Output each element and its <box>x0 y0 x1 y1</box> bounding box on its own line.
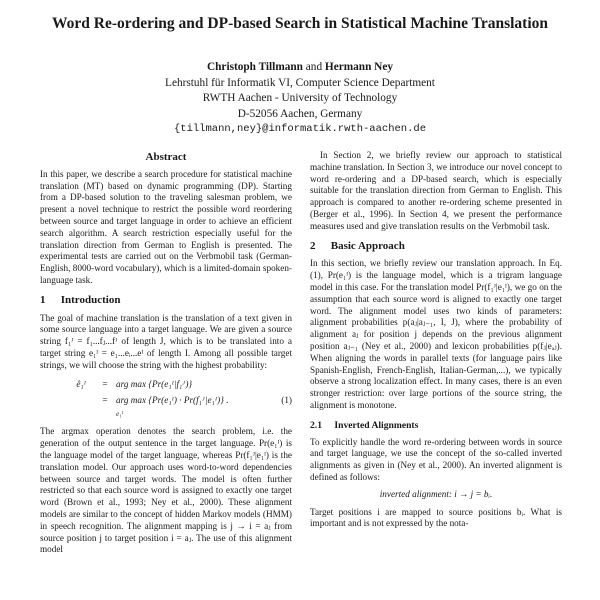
paper-title: Word Re-ordering and DP-based Search in Statistical Machine Translation <box>51 15 548 32</box>
equation-argmax-subscript: e₁ᴵ <box>116 409 124 418</box>
inverted-alignment-paragraph: To explicitly handle the word re-ordering between words in source and target language, we use the concept of the so-called inverted alignments as given in (Ney et al., 2000). An inverted alignment is defined as follows: <box>310 436 562 482</box>
subsection-title: Inverted Alignments <box>334 419 419 431</box>
author-names <box>40 60 560 76</box>
equation-rhs: arg max {Pr(e₁ᴵ|f₁ᴶ)} <box>116 378 193 389</box>
subsection-2-1-heading <box>310 420 562 432</box>
right-column <box>310 150 562 534</box>
author-conjunction: and <box>305 61 323 73</box>
section-number: 1 <box>40 293 46 306</box>
intro-paragraph-1: The goal of machine translation is the translation of a text given in some source language into a target language. We are given a source string f₁ᴶ = f₁...fⱼ...fᴶ of length J, which is to be translated into a target string e₁ᴵ = e₁...eᵢ...eᴵ of length I. Among all possible target strings, we will choose the string with the highest probability: <box>40 312 292 370</box>
address: D-52056 Aachen, Germany <box>237 107 363 120</box>
equation-row <box>40 393 292 409</box>
section-title: Introduction <box>60 293 121 306</box>
equation-row <box>40 377 292 393</box>
abstract-text: In this paper, we describe a search procedure for statistical machine translation (MT) based on dynamic programming (DP). Starting from a DP-based solution to the traveling salesman problem, we present a novel technique to restrict the possible word reordering between source and target language in order to achieve an efficient search algorithm. A search restriction especially useful for the translation direction from German to English is presented. The experimental tests are carried out on the Verbmobil task (German-English, 8000-word vocabulary), which is a limited-domain spoken-language task. <box>40 168 292 285</box>
institution: RWTH Aachen - University of Technology <box>202 92 398 104</box>
inverted-alignment-continuation: Target positions i are mapped to source positions bᵢ. What is important and is not expressed by the nota- <box>310 506 562 529</box>
equation-operator: = <box>102 394 108 405</box>
section-1-heading <box>40 295 292 307</box>
author-2: Hermann Ney <box>324 61 394 73</box>
overview-paragraph: In Section 2, we briefly review our approach to statistical machine translation. In Section 3, we introduce our novel concept to word re-ordering and a DP-based search, which is especially suitable for the translation direction from German to English. This approach is compared to another re-ordering scheme presented in (Berger et al., 1996). In Section 4, we present the performance measures used and give translation results on the Verbmobil task. <box>310 150 562 231</box>
email: {tillmann,ney}@informatik.rwth-aachen.de <box>173 123 427 135</box>
basic-approach-paragraph: In this section, we briefly review our translation approach. In Eq. (1), Pr(e₁ᴵ) is the language model, which is a trigram language model in this case. For the translation model Pr(f₁ᴶ|e₁ᴵ), we go on the assumption that each source word is aligned to exactly one target word. The alignment model uses two kinds of parameters: alignment probabilities p(aⱼ|aⱼ₋₁, I, J), where the probability of alignment aⱼ for position j depends on the previous alignment position aⱼ₋₁ (Ney et al., 2000) and lexicon probabilities p(fⱼ|eₐⱼ). When aligning the words in parallel texts (for language pairs like Spanish-English, French-English, Italian-German,...), we typically observe a strong localization effect. In many cases, there is an even stronger restriction: over large portions of the source string, the alignment is monotone. <box>310 258 562 410</box>
intro-paragraph-2: The argmax operation denotes the search problem, i.e. the generation of the output sentence in the target language. Pr(e₁ᴵ) is the language model of the target language, whereas Pr(f₁ᴶ|e₁ᴵ) is the translation model. Our approach uses word-to-word dependencies between source and target words. The model is often further restricted so that each source word is assigned to exactly one target word (Brown et al., 1993; Ney et al., 2000). These alignment models are similar to the concept of hidden Markov models (HMM) in speech recognition. The alignment mapping is j → i = aⱼ from source position j to target position i = aⱼ. The use of this alignment model <box>40 426 292 555</box>
left-column <box>40 150 292 560</box>
abstract-heading: Abstract <box>145 151 187 163</box>
author-1: Christoph Tillmann <box>206 61 303 73</box>
equation-2: inverted alignment: i → j = bᵢ. <box>379 488 493 499</box>
affiliation: Lehrstuhl für Informatik VI, Computer Science Department <box>165 76 435 89</box>
author-block <box>40 60 560 138</box>
section-2-heading <box>310 241 562 253</box>
equation-rhs: arg max {Pr(e₁ᴵ) · Pr(f₁ᴶ|e₁ᴵ)} . <box>116 394 229 405</box>
section-number: 2 <box>310 239 316 252</box>
equation-lhs: ê₁ᴵ <box>76 378 86 389</box>
equation-1 <box>40 377 292 421</box>
subsection-number: 2.1 <box>310 419 322 431</box>
equation-number: (1) <box>281 394 292 405</box>
section-title: Basic Approach <box>330 239 405 252</box>
equation-operator: = <box>102 378 108 389</box>
